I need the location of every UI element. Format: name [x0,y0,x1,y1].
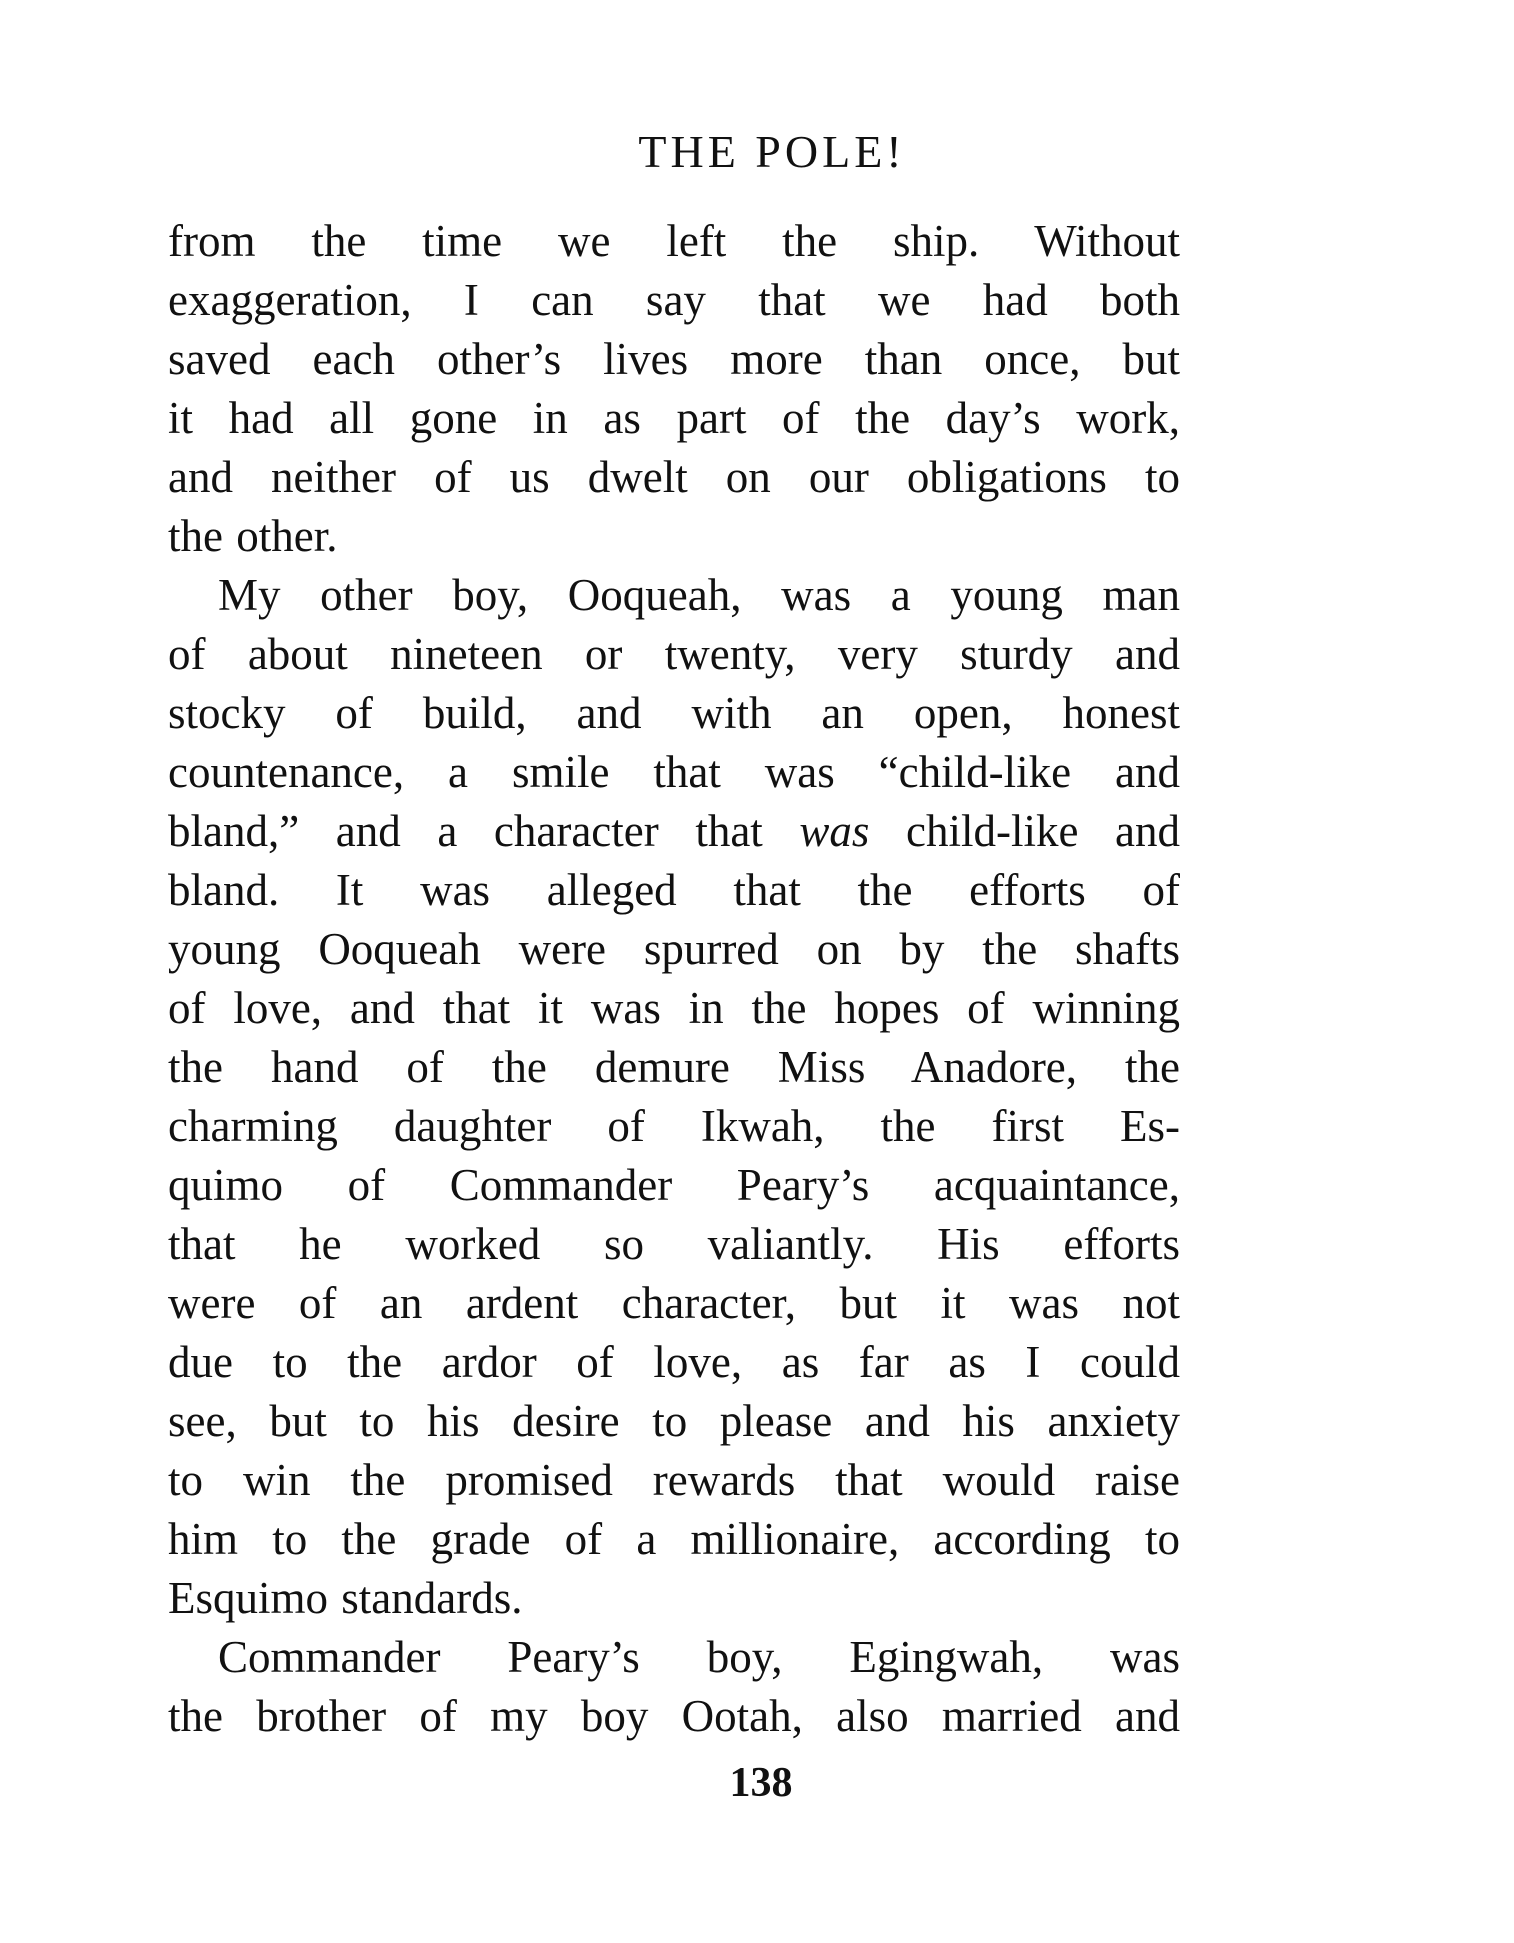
body-text [168,212,1180,1746]
text-line: Esquimo standards. [168,1573,523,1623]
text-line: it had all gone in as part of the day’s work, [168,393,1180,443]
italic-word: was [799,806,870,856]
running-head: THE POLE! [638,126,906,177]
text-line: of love, and that it was in the hopes of winning [168,983,1180,1033]
text-line: to win the promised rewards that would raise [168,1455,1180,1505]
text-line: young Ooqueah were spurred on by the shafts [168,924,1180,974]
text-line: due to the ardor of love, as far as I could [168,1337,1180,1387]
text-line: see, but to his desire to please and his anxiety [168,1396,1180,1446]
text-line-with-italic [168,802,1180,861]
text-line: were of an ardent character, but it was not [168,1278,1180,1328]
text-line: that he worked so valiantly. His efforts [168,1219,1180,1269]
text-line: charming daughter of Ikwah, the first Es- [168,1101,1180,1151]
text-line: from the time we left the ship. Without [168,216,1180,266]
text-line: the hand of the demure Miss Anadore, the [168,1042,1180,1092]
text-line: countenance, a smile that was “child-like and [168,747,1180,797]
page-number: 138 [729,1760,793,1806]
text-line: of about nineteen or twenty, very sturdy and [168,629,1180,679]
line-segment: bland,” and a character that [168,806,763,856]
text-line: quimo of Commander Peary’s acquaintance, [168,1160,1180,1210]
text-line: him to the grade of a millionaire, according to [168,1514,1180,1564]
paragraph-start-line: Commander Peary’s boy, Egingwah, was [218,1632,1180,1682]
text-line: the brother of my boy Ootah, also married and [168,1691,1180,1741]
line-segment: child-like and [906,806,1181,856]
text-line: the other. [168,511,338,561]
text-line: saved each other’s lives more than once, but [168,334,1180,384]
text-line: and neither of us dwelt on our obligations to [168,452,1180,502]
text-line: stocky of build, and with an open, honest [168,688,1180,738]
text-line: bland. It was alleged that the efforts of [168,865,1180,915]
paragraph-start-line: My other boy, Ooqueah, was a young man [218,570,1180,620]
text-line: exaggeration, I can say that we had both [168,275,1180,325]
